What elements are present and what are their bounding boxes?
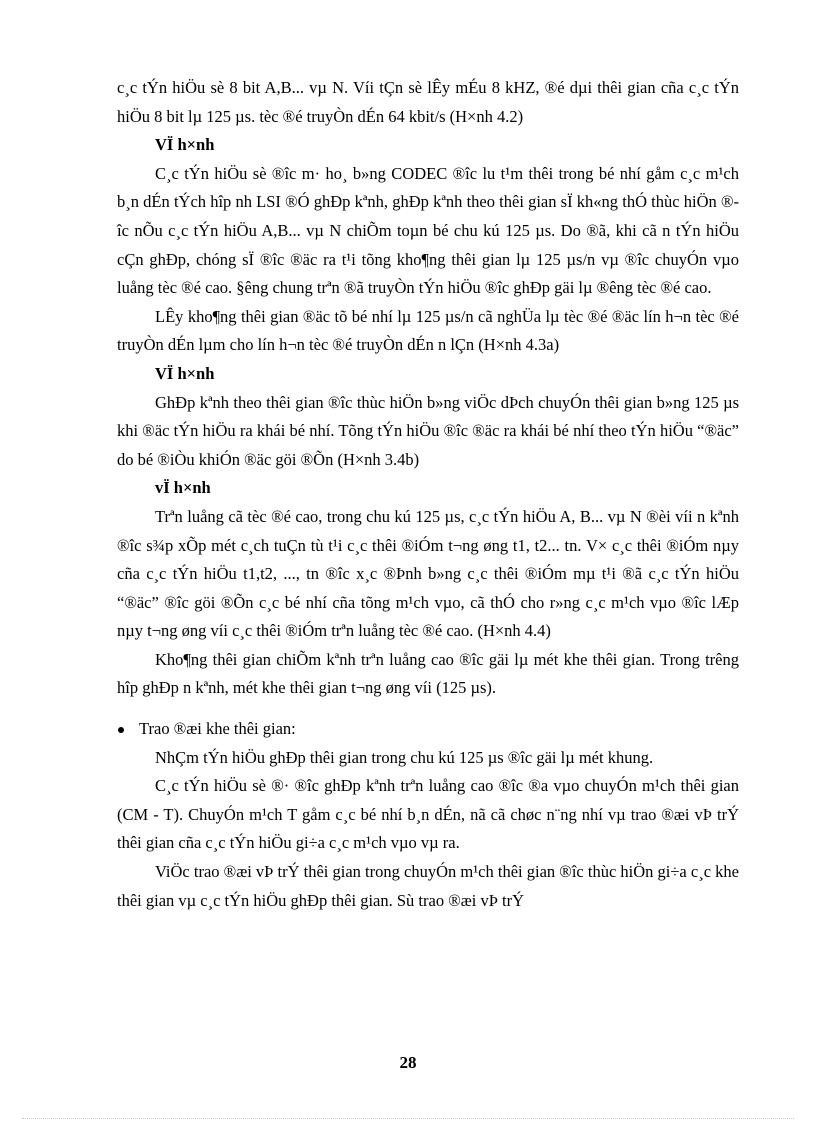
footer-divider: [22, 1118, 794, 1119]
figure-heading: vÏ h×nh: [155, 478, 211, 498]
page-number: 28: [399, 1053, 417, 1072]
figure-heading: VÏ h×nh: [155, 363, 215, 383]
bullet-dot-icon: [118, 727, 124, 733]
body-paragraph: Trªn luång cã tèc ®é cao, trong chu kú 125 µs, c¸c tÝn hiÖu A, B... vµ N ®èi víi n kªnh ®îc s¾p xÕp mét c¸ch tuÇn tù t¹i c¸c thêi ®iÓm t¬ng øng t1, t2... tn. V× c¸c thêi ®iÓm nµy cña c¸c tÝn hiÖu t1,t2, ..., tn ®îc x¸c ®Þnh b»ng c¸c thêi ®iÓm mµ t¹i ®ã c¸c tÝn hiÖu “®äc” ®îc göi ®Õn c¸c bé nhí cña tõng m¹ch vµo, cã thÓ cho r»ng c¸c m¹ch vµo ®îc lÆp nµy t¬ng øng víi c¸c thêi ®iÓm trªn luång tèc ®é cao. (H×nh 4.4): [117, 506, 739, 641]
bullet-item: [117, 715, 739, 744]
body-paragraph: GhÐp kªnh theo thêi gian ®îc thùc hiÖn b»ng viÖc dÞch chuyÓn thêi gian b»ng 125 µs khi ®äc tÝn hiÖu ra khái bé nhí. Tõng tÝn hiÖu ®îc ®äc ra khái bé nhí theo tÝn hiÖu “®äc” do bé ®iÒu khiÓn ®äc göi ®Õn (H×nh 3.4b): [117, 392, 739, 469]
body-paragraph: ViÖc trao ®æi vÞ trÝ thêi gian trong chuyÓn m¹ch thêi gian ®îc thùc hiÖn gi÷a c¸c khe thêi gian vµ c¸c tÝn hiÖu ghÐp thêi gian. Sù trao ®æi vÞ trÝ: [117, 862, 739, 910]
body-paragraph: NhÇm tÝn hiÖu ghÐp thêi gian trong chu kú 125 µs ®îc gäi lµ mét khung.: [155, 747, 654, 767]
bullet-text: Trao ®æi khe thêi gian:: [139, 719, 296, 739]
body-paragraph: C¸c tÝn hiÖu sè ®· ®îc ghÐp kªnh trªn luång cao ®îc ®a vµo chuyÓn m¹ch thêi gian (CM - T). ChuyÓn m¹ch T gåm c¸c bé nhí b¸n dÉn, nã cã chøc n¨ng nhí vµ trao ®æi vÞ trÝ thêi gian cña c¸c tÝn hiÖu gi÷a c¸c m¹ch vµo vµ ra.: [117, 776, 739, 853]
document-body: [117, 74, 739, 915]
figure-heading: VÏ h×nh: [155, 135, 215, 155]
body-paragraph: C¸c tÝn hiÖu sè ®îc m· ho¸ b»ng CODEC ®îc lu t¹m thêi trong bé nhí gåm c¸c m¹ch b¸n dÉn tÝch hîp nh LSI ®Ó ghÐp kªnh, ghÐp kªnh theo thêi gian sÏ kh«ng thÓ thùc hiÖn ®îc nÕu c¸c tÝn hiÖu A,B... vµ N chiÕm toµn bé chu kú 125 µs. Do ®ã, khi cã n tÝn hiÖu cÇn ghÐp, chóng sÏ ®îc ®äc ra t¹i tõng kho¶ng thêi gian lµ 125 µs/n vµ ®îc chuyÓn vµo luång tèc ®é cao. §êng chung trªn ®ã truyÒn tÝn hiÖu ®îc ghÐp gäi lµ ®êng tèc ®é cao.: [117, 163, 739, 298]
body-paragraph: LÊy kho¶ng thêi gian ®äc tõ bé nhí lµ 125 µs/n cã nghÜa lµ tèc ®é ®äc lín h¬n tèc ®é truyÒn dÉn lµm cho lín h¬n tèc ®é truyÒn dÉn n lÇn (H×nh 4.3a): [117, 306, 739, 355]
body-paragraph: Kho¶ng thêi gian chiÕm kªnh trªn luång cao ®îc gäi lµ mét khe thêi gian. Trong trêng hîp ghÐp n kªnh, mét khe thêi gian t¬ng øng víi (125 µs).: [117, 649, 739, 698]
body-paragraph: c¸c tÝn hiÖu sè 8 bit A,B... vµ N. Víi tÇn sè lÊy mÉu 8 kHZ, ®é dµi thêi gian cña c¸c tÝn hiÖu 8 bit lµ 125 µs. tèc ®é truyÒn dÉn 64 kbit/s (H×nh 4.2): [117, 78, 739, 126]
